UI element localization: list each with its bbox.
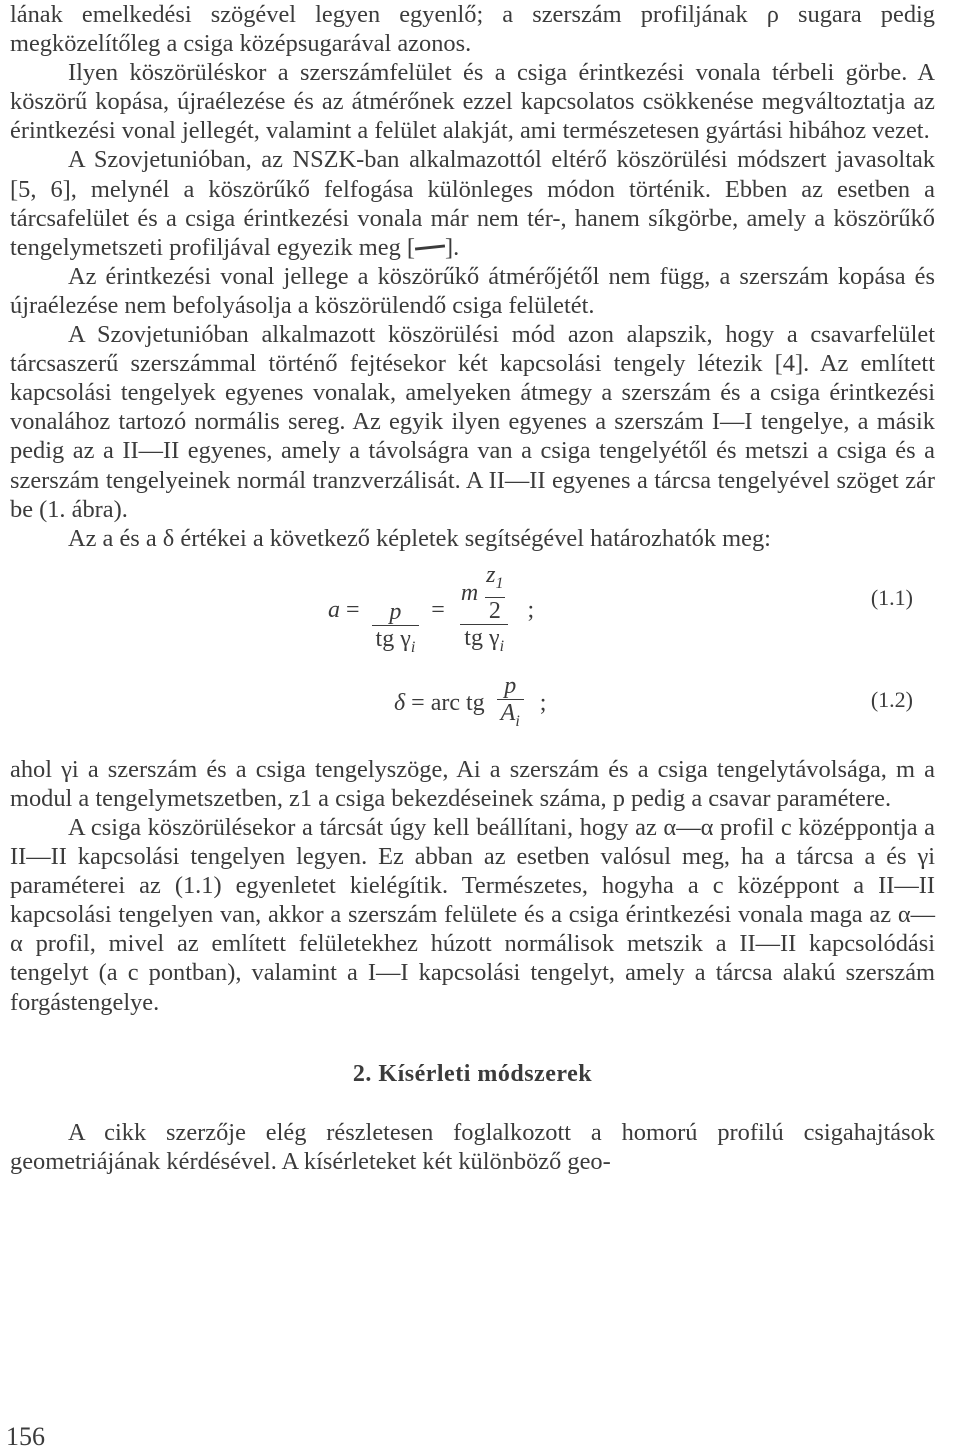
paragraph-8: A csiga köszörülésekor a tárcsát úgy kell beállítani, hogy az α—α profil c középpontja a II—II kapcsolási tengelyen legyen. Ez abban az esetben valósul meg, ha a tárcsa a és γi paraméterei az (1.1) egyenletet kielégítik. Természetes, hogyha a c középpont a II—II kapcsolási tengelyen van, akkor a szerszám felülete és a csiga érintkezési vonala maga az α—α profil, mivel az említett felületekhez húzott normálisok metszik a II—II kapcsolódási tengelyt (a c pontban), valamint a I—I kapcsolási tengelyt, amely a tárcsa alakú szerszám forgástengelye. bbox=[10, 813, 935, 1016]
paragraph-3-end: ]. bbox=[445, 233, 460, 261]
fraction-2-inner-z: z bbox=[486, 561, 496, 588]
figure-reference-mark bbox=[415, 244, 445, 250]
formula-1-1-expression bbox=[328, 561, 534, 661]
formula-1-1-lhs: a bbox=[328, 597, 340, 624]
formula-1-1-equals-2: = bbox=[431, 597, 445, 624]
formula-1-1-semicolon: ; bbox=[527, 597, 535, 624]
fraction-2-numerator bbox=[457, 562, 512, 624]
fraction-2-modulus: m bbox=[460, 579, 479, 606]
paragraph-9: A cikk szerzője elég részletesen foglalkozott a homorú profilú csigahajtások geometriájának kérdésével. A kísérleteket két különböző geo- bbox=[10, 1118, 935, 1175]
fraction-2-inner bbox=[482, 562, 507, 624]
fraction-1-numerator: p bbox=[389, 598, 402, 625]
paragraph-3 bbox=[10, 145, 935, 261]
formula-1-2-denominator-text: A bbox=[500, 699, 516, 726]
body-text bbox=[10, 0, 935, 1176]
fraction-2-inner-num bbox=[482, 562, 507, 597]
paragraph-1: lának emelkedési szögével legyen egyenlő; a szerszám profiljának ρ sugara pedig megközelítőleg a csiga középsugarával azonos. bbox=[10, 1, 935, 58]
fraction-2-inner-z-sub: 1 bbox=[495, 574, 504, 592]
formula-1-2-fraction bbox=[497, 673, 524, 735]
fraction-1-denominator bbox=[372, 625, 420, 661]
section-heading: 2. Kísérleti módszerek bbox=[352, 1060, 593, 1087]
equation-number-1-1: (1.1) bbox=[870, 584, 913, 610]
formula-1-2 bbox=[10, 673, 935, 755]
formula-1-1-fraction-2 bbox=[457, 562, 512, 660]
formula-1-1-fraction-1 bbox=[372, 599, 420, 661]
formula-1-2-arc-tg: = arc tg bbox=[411, 690, 485, 717]
paragraph-7: ahol γi a szerszám és a csiga tengelyszöge, Ai a szerszám és a csiga tengelytávolsága, m a modul a tengelymetszetben, z1 a csiga bekezdéseinek száma, p pedig a csavar paramétere. bbox=[10, 755, 935, 812]
formula-1-2-expression bbox=[394, 673, 546, 735]
page-number: 156 bbox=[6, 1422, 45, 1451]
fraction-2-denominator-sub: i bbox=[499, 637, 505, 655]
formula-1-1 bbox=[10, 553, 935, 673]
paragraph-3-text: A Szovjetunióban, az NSZK-ban alkalmazottól eltérő köszörülési módszert javasoltak [5, 6], melynél a köszörűkő felfogása különleges módon történik. Ebben az esetben a tárcsafelület és a csiga érintkezési vonala már nem tér-, hanem síkgörbe, amely a köszörűkő tengelymetszeti profiljával egyezik meg [ bbox=[10, 146, 935, 261]
formula-1-2-semicolon: ; bbox=[539, 690, 547, 717]
fraction-2-inner-den: 2 bbox=[485, 597, 505, 624]
formula-1-2-numerator: p bbox=[504, 672, 517, 699]
paragraph-5: A Szovjetunióban alkalmazott köszörülési mód azon alapszik, hogy a csavarfelület tárcsaszerű szerszámmal történő fejtésekor két kapcsolási tengely létezik [4]. Az említett kapcsolási tengelyek egyenes vonalak, amelyeken átmegy a szerszám és a csiga érintkezési vonalához tartozó normális sereg. Az egyik ilyen egyenes a szerszám I—I tengelye, a másik pedig az a II—II egyenes, amely a távolságra van a csiga tengelyétől és metszi a csiga és a szerszám tengelyeinek normál tranzverzálisát. A II—II egyenes a tárcsa tengelyével szöget zár be (1. ábra). bbox=[10, 321, 935, 523]
paragraph-6: Az a és a δ értékei a következő képletek segítségével határozhatók meg: bbox=[68, 524, 771, 552]
formula-1-2-denominator bbox=[497, 699, 524, 735]
equation-number-1-2: (1.2) bbox=[870, 686, 913, 712]
fraction-2-denominator-text: tg γ bbox=[464, 624, 500, 651]
formula-1-1-equals: = bbox=[346, 597, 360, 624]
fraction-1-denominator-text: tg γ bbox=[375, 625, 411, 652]
formula-1-2-denominator-sub: i bbox=[515, 712, 520, 730]
fraction-1-denominator-sub: i bbox=[410, 638, 416, 656]
formula-1-2-lhs: δ bbox=[394, 690, 406, 717]
paragraph-4: Az érintkezési vonal jellege a köszörűkő átmérőjétől nem függ, a szerszám kopása és újraélezése nem befolyásolja a köszörülendő csiga felületét. bbox=[10, 262, 935, 319]
fraction-2-denominator bbox=[460, 624, 508, 660]
paragraph-2: Ilyen köszörüléskor a szerszámfelület és a csiga érintkezési vonala térbeli görbe. A köszörű kopása, újraélezése és az átmérőnek ezzel kapcsolatos csökkenése megváltoztatja az érintkezési vonal jellegét, valamint a felület alakját, ami természetesen gyártási hibához vezet. bbox=[10, 59, 935, 145]
